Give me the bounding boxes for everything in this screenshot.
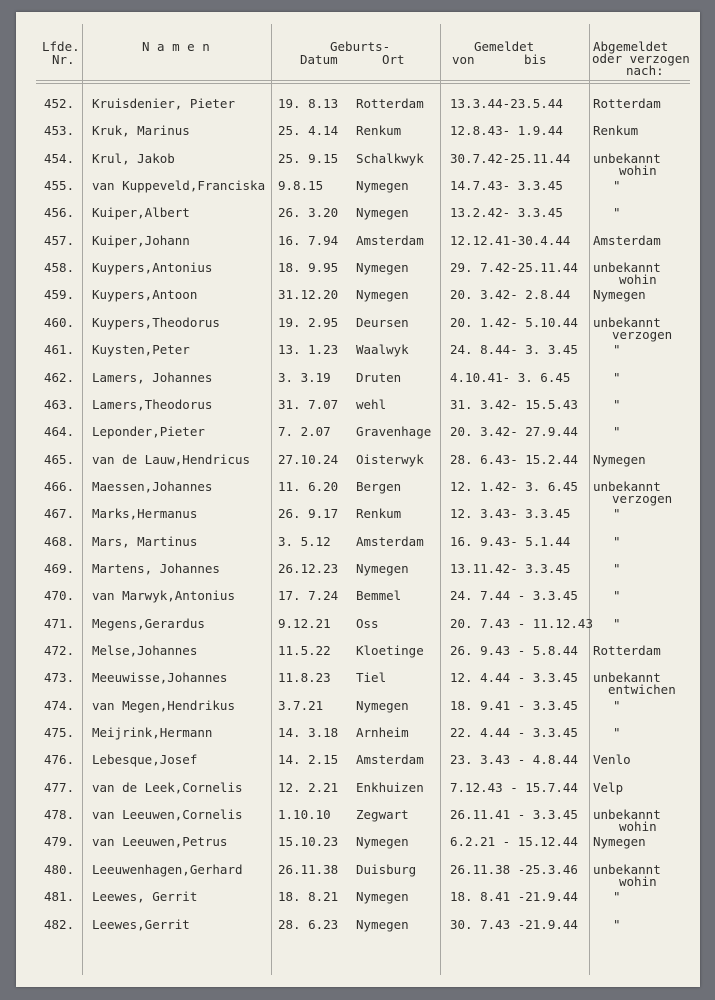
row-birth-place: Nymegen	[356, 287, 409, 303]
header-bis: bis	[524, 52, 547, 67]
row-deregistered-to: unbekannt	[593, 478, 661, 494]
row-deregistered-to: "	[613, 205, 621, 221]
row-birth-date: 3. 3.19	[278, 369, 331, 385]
row-number: 478.	[44, 807, 75, 823]
row-deregistered-to: Nymegen	[593, 834, 646, 850]
row-number: 455.	[44, 178, 75, 194]
row-deregistered-to: "	[613, 424, 621, 440]
row-name: Leeuwenhagen,Gerhard	[92, 861, 243, 877]
row-number: 454.	[44, 150, 75, 166]
row-birth-place: Nymegen	[356, 205, 409, 221]
row-number: 476.	[44, 752, 75, 768]
row-registered-period: 12.12.41-30.4.44	[450, 232, 571, 248]
row-name: Lamers, Johannes	[92, 369, 213, 385]
row-registered-period: 12. 4.44 - 3.3.45	[450, 670, 578, 686]
row-birth-date: 19. 8.13	[278, 96, 339, 111]
row-birth-date: 1.10.10	[278, 807, 331, 823]
row-registered-period: 20. 3.42- 27.9.44	[450, 424, 578, 440]
row-registered-period: 6.2.21 - 15.12.44	[450, 834, 578, 850]
row-deregistered-to: Venlo	[593, 752, 631, 768]
header-rule	[36, 83, 690, 84]
row-birth-place: Nymegen	[356, 560, 409, 576]
row-deregistered-to: unbekannt	[593, 314, 661, 330]
row-deregistered-to: "	[613, 369, 621, 385]
row-registered-period: 7.12.43 - 15.7.44	[450, 779, 578, 795]
row-birth-place: wehl	[356, 396, 387, 412]
row-deregistered-note: verzogen	[612, 490, 673, 506]
row-birth-place: Nymegen	[356, 697, 409, 713]
row-birth-place: Zegwart	[356, 807, 409, 823]
row-deregistered-note: wohin	[619, 162, 657, 178]
row-deregistered-to: "	[613, 588, 621, 604]
row-number: 460.	[44, 314, 75, 330]
row-birth-date: 11. 6.20	[278, 478, 339, 494]
row-number: 453.	[44, 123, 75, 139]
row-name: Lamers,Theodorus	[92, 396, 213, 412]
row-name: van Leeuwen,Petrus	[92, 834, 228, 850]
row-number: 463.	[44, 396, 75, 412]
row-deregistered-to: unbekannt	[593, 861, 661, 877]
row-name: Maessen,Johannes	[92, 478, 213, 494]
row-number: 467.	[44, 506, 75, 522]
row-registered-period: 29. 7.42-25.11.44	[450, 260, 578, 276]
row-registered-period: 26.11.38 -25.3.46	[450, 861, 578, 877]
row-name: van Leeuwen,Cornelis	[92, 807, 243, 823]
row-registered-period: 13.11.42- 3.3.45	[450, 560, 571, 576]
header-lfde: Lfde.	[42, 39, 80, 54]
row-name: Kruisdenier, Pieter	[92, 96, 235, 111]
row-deregistered-to: unbekannt	[593, 260, 661, 276]
row-registered-period: 30.7.42-25.11.44	[450, 150, 571, 166]
row-birth-date: 12. 2.21	[278, 779, 339, 795]
row-registered-period: 24. 7.44 - 3.3.45	[450, 588, 578, 604]
row-registered-period: 20. 7.43 - 11.12.43	[450, 615, 593, 631]
row-birth-place: Renkum	[356, 123, 402, 139]
row-name: Leewes,Gerrit	[92, 916, 190, 932]
row-deregistered-to: unbekannt	[593, 670, 661, 686]
row-name: Megens,Gerardus	[92, 615, 205, 631]
row-deregistered-note: wohin	[619, 819, 657, 835]
row-birth-place: Arnheim	[356, 725, 409, 741]
row-registered-period: 24. 8.44- 3. 3.45	[450, 342, 578, 358]
row-birth-date: 26. 9.17	[278, 506, 339, 522]
row-registered-period: 23. 3.43 - 4.8.44	[450, 752, 578, 768]
row-birth-date: 25. 4.14	[278, 123, 339, 139]
row-number: 464.	[44, 424, 75, 440]
row-name: Leewes, Gerrit	[92, 889, 198, 905]
row-deregistered-to: "	[613, 615, 621, 631]
row-birth-date: 17. 7.24	[278, 588, 339, 604]
row-registered-period: 28. 6.43- 15.2.44	[450, 451, 578, 467]
column-rule	[271, 24, 272, 975]
row-birth-date: 26.11.38	[278, 861, 339, 877]
row-number: 465.	[44, 451, 75, 467]
column-rule	[440, 24, 441, 975]
row-registered-period: 13.2.42- 3.3.45	[450, 205, 563, 221]
row-name: Martens, Johannes	[92, 560, 220, 576]
row-birth-place: Rotterdam	[356, 96, 424, 111]
row-deregistered-to: "	[613, 916, 621, 932]
column-rule	[82, 24, 83, 975]
row-birth-date: 19. 2.95	[278, 314, 339, 330]
row-birth-place: Renkum	[356, 506, 402, 522]
header-ort: Ort	[382, 52, 405, 67]
row-number: 471.	[44, 615, 75, 631]
row-name: Krul, Jakob	[92, 150, 175, 166]
row-birth-place: Schalkwyk	[356, 150, 424, 166]
row-number: 459.	[44, 287, 75, 303]
row-registered-period: 12. 1.42- 3. 6.45	[450, 478, 578, 494]
row-deregistered-to: "	[613, 396, 621, 412]
header-namen: N a m e n	[142, 39, 210, 54]
row-registered-period: 30. 7.43 -21.9.44	[450, 916, 578, 932]
header-gemeldet: Gemeldet	[474, 39, 535, 54]
row-birth-place: Enkhuizen	[356, 779, 424, 795]
row-birth-date: 14. 2.15	[278, 752, 339, 768]
row-number: 456.	[44, 205, 75, 221]
row-name: Kuiper,Johann	[92, 232, 190, 248]
row-birth-place: Amsterdam	[356, 752, 424, 768]
row-birth-place: Tiel	[356, 670, 387, 686]
row-registered-period: 4.10.41- 3. 6.45	[450, 369, 571, 385]
row-registered-period: 18. 9.41 - 3.3.45	[450, 697, 578, 713]
row-deregistered-to: "	[613, 889, 621, 905]
row-registered-period: 22. 4.44 - 3.3.45	[450, 725, 578, 741]
row-registered-period: 20. 1.42- 5.10.44	[450, 314, 578, 330]
row-number: 474.	[44, 697, 75, 713]
row-birth-date: 3.7.21	[278, 697, 324, 713]
row-deregistered-to: "	[613, 560, 621, 576]
row-deregistered-note: entwichen	[608, 682, 676, 698]
row-registered-period: 14.7.43- 3.3.45	[450, 178, 563, 194]
row-birth-place: Amsterdam	[356, 232, 424, 248]
row-number: 481.	[44, 889, 75, 905]
row-number: 482.	[44, 916, 75, 932]
row-deregistered-to: unbekannt	[593, 150, 661, 166]
row-number: 470.	[44, 588, 75, 604]
row-deregistered-to: "	[613, 533, 621, 549]
row-registered-period: 26.11.41 - 3.3.45	[450, 807, 578, 823]
row-birth-date: 3. 5.12	[278, 533, 331, 549]
row-deregistered-note: wohin	[619, 873, 657, 889]
row-deregistered-to: Amsterdam	[593, 232, 661, 248]
row-name: Meijrink,Hermann	[92, 725, 213, 741]
row-birth-place: Waalwyk	[356, 342, 409, 358]
row-birth-place: Nymegen	[356, 178, 409, 194]
row-name: Mars, Martinus	[92, 533, 198, 549]
header-nach: nach:	[626, 63, 664, 78]
row-deregistered-to: "	[613, 342, 621, 358]
row-number: 469.	[44, 560, 75, 576]
row-birth-date: 14. 3.18	[278, 725, 339, 741]
row-registered-period: 18. 8.41 -21.9.44	[450, 889, 578, 905]
row-birth-place: Druten	[356, 369, 402, 385]
header-geburts: Geburts-	[330, 39, 391, 54]
row-registered-period: 20. 3.42- 2.8.44	[450, 287, 571, 303]
row-birth-place: Nymegen	[356, 834, 409, 850]
row-birth-place: Oss	[356, 615, 379, 631]
row-birth-date: 28. 6.23	[278, 916, 339, 932]
row-number: 468.	[44, 533, 75, 549]
row-birth-place: Gravenhage	[356, 424, 432, 440]
row-birth-date: 18. 9.95	[278, 260, 339, 276]
row-deregistered-to: Velp	[593, 779, 624, 795]
row-name: Kuypers,Antoon	[92, 287, 198, 303]
row-number: 472.	[44, 643, 75, 658]
row-deregistered-to: Nymegen	[593, 287, 646, 303]
row-number: 475.	[44, 725, 75, 741]
row-number: 457.	[44, 232, 75, 248]
column-rule	[589, 24, 590, 975]
row-birth-date: 13. 1.23	[278, 342, 339, 358]
row-number: 480.	[44, 861, 75, 877]
row-deregistered-to: unbekannt	[593, 807, 661, 823]
row-registered-period: 13.3.44-23.5.44	[450, 96, 563, 111]
row-number: 462.	[44, 369, 75, 385]
header-von: von	[452, 52, 475, 67]
row-name: Leponder,Pieter	[92, 424, 205, 440]
row-name: Kuypers,Theodorus	[92, 314, 220, 330]
row-deregistered-note: verzogen	[612, 326, 673, 342]
row-name: Marks,Hermanus	[92, 506, 198, 522]
header-oder-verzogen: oder verzogen	[592, 51, 690, 66]
row-number: 466.	[44, 478, 75, 494]
row-name: Kuiper,Albert	[92, 205, 190, 221]
row-number: 473.	[44, 670, 75, 686]
row-birth-date: 9.12.21	[278, 615, 331, 631]
header-abgemeldet: Abgemeldet	[593, 39, 669, 54]
row-registered-period: 31. 3.42- 15.5.43	[450, 396, 578, 412]
row-name: van de Leek,Cornelis	[92, 779, 243, 795]
row-birth-place: Amsterdam	[356, 533, 424, 549]
row-deregistered-to: Rotterdam	[593, 96, 661, 111]
row-birth-date: 15.10.23	[278, 834, 339, 850]
row-birth-date: 26. 3.20	[278, 205, 339, 221]
row-number: 452.	[44, 96, 75, 111]
row-birth-place: Nymegen	[356, 916, 409, 932]
row-name: Kuypers,Antonius	[92, 260, 213, 276]
row-birth-place: Duisburg	[356, 861, 417, 877]
row-name: van Marwyk,Antonius	[92, 588, 235, 604]
row-birth-place: Deursen	[356, 314, 409, 330]
row-name: van de Lauw,Hendricus	[92, 451, 251, 467]
row-registered-period: 12. 3.43- 3.3.45	[450, 506, 571, 522]
row-name: Kruk, Marinus	[92, 123, 190, 139]
row-birth-place: Nymegen	[356, 889, 409, 905]
row-deregistered-to: "	[613, 178, 621, 194]
row-birth-date: 26.12.23	[278, 560, 339, 576]
row-birth-place: Oisterwyk	[356, 451, 424, 467]
row-birth-date: 11.5.22	[278, 643, 331, 658]
header-datum: Datum	[300, 52, 338, 67]
row-number: 458.	[44, 260, 75, 276]
row-birth-date: 31.12.20	[278, 287, 339, 303]
header-nr: Nr.	[52, 52, 75, 67]
row-deregistered-to: "	[613, 725, 621, 741]
row-birth-place: Bergen	[356, 478, 402, 494]
row-birth-date: 27.10.24	[278, 451, 339, 467]
row-deregistered-to: Rotterdam	[593, 643, 661, 658]
header-rule	[36, 80, 690, 81]
row-name: Melse,Johannes	[92, 643, 198, 658]
row-deregistered-note: wohin	[619, 272, 657, 288]
row-birth-place: Bemmel	[356, 588, 402, 604]
row-birth-date: 7. 2.07	[278, 424, 331, 440]
row-deregistered-to: "	[613, 506, 621, 522]
row-registered-period: 26. 9.43 - 5.8.44	[450, 643, 578, 658]
row-birth-date: 18. 8.21	[278, 889, 339, 905]
row-birth-date: 25. 9.15	[278, 150, 339, 166]
row-name: Meeuwisse,Johannes	[92, 670, 228, 686]
row-number: 477.	[44, 779, 75, 795]
row-birth-date: 9.8.15	[278, 178, 324, 194]
row-deregistered-to: "	[613, 697, 621, 713]
row-birth-date: 31. 7.07	[278, 396, 339, 412]
row-registered-period: 12.8.43- 1.9.44	[450, 123, 563, 139]
row-birth-date: 11.8.23	[278, 670, 331, 686]
row-name: van Megen,Hendrikus	[92, 697, 235, 713]
row-name: Kuysten,Peter	[92, 342, 190, 358]
row-deregistered-to: Renkum	[593, 123, 639, 139]
row-number: 479.	[44, 834, 75, 850]
row-birth-date: 16. 7.94	[278, 232, 339, 248]
row-registered-period: 16. 9.43- 5.1.44	[450, 533, 571, 549]
register-page	[16, 12, 700, 987]
row-deregistered-to: Nymegen	[593, 451, 646, 467]
row-birth-place: Kloetinge	[356, 643, 424, 658]
row-number: 461.	[44, 342, 75, 358]
row-name: van Kuppeveld,Franciska	[92, 178, 266, 194]
row-birth-place: Nymegen	[356, 260, 409, 276]
row-name: Lebesque,Josef	[92, 752, 198, 768]
